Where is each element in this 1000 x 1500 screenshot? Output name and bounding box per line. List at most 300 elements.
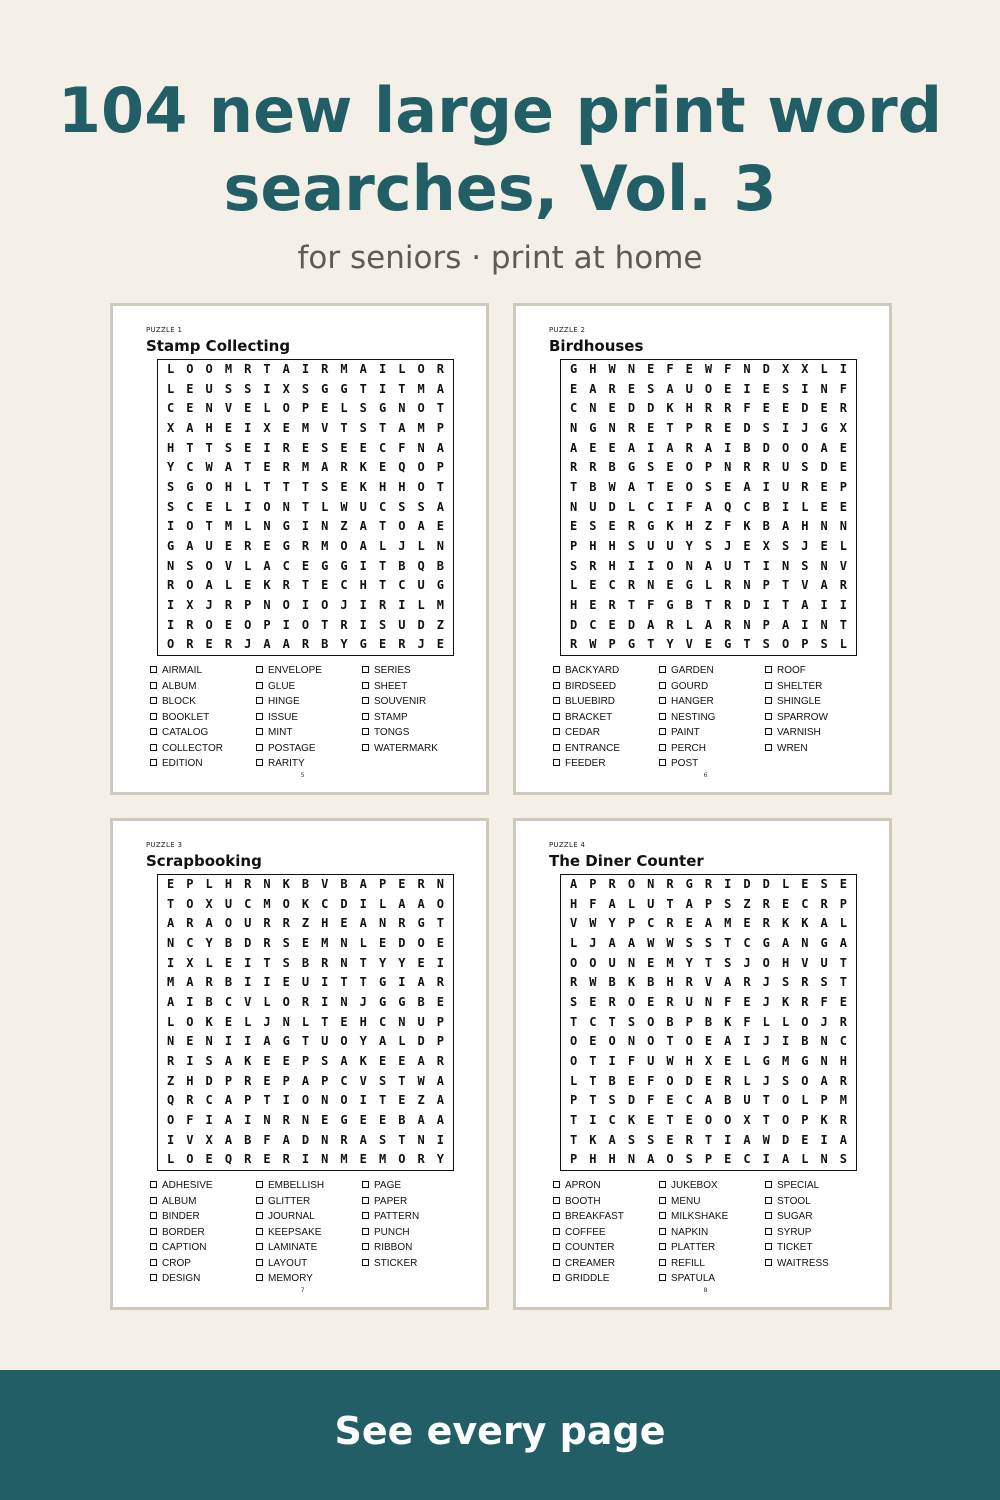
- grid-letter: K: [666, 519, 674, 534]
- grid-letter: S: [321, 1053, 329, 1068]
- checkbox-icon[interactable]: [256, 666, 263, 673]
- grid-letter: T: [398, 381, 406, 396]
- grid-letter: E: [839, 460, 847, 475]
- grid-letter: D: [781, 1132, 790, 1147]
- grid-letter: B: [301, 877, 310, 891]
- word-label: BREAKFAST: [565, 1211, 624, 1222]
- grid-letter: C: [205, 1093, 213, 1108]
- grid-letter: D: [627, 401, 636, 416]
- word-label: GLITTER: [268, 1195, 311, 1207]
- grid-letter: I: [666, 499, 674, 514]
- grid-letter: E: [839, 440, 847, 455]
- grid-letter: G: [282, 538, 290, 553]
- grid-letter: L: [301, 1014, 310, 1029]
- grid-letter: O: [666, 558, 674, 573]
- grid-letter: E: [801, 877, 809, 891]
- word-item: [150, 1225, 256, 1241]
- word-item: [553, 1178, 659, 1194]
- grid-letter: U: [224, 896, 233, 911]
- grid-letter: O: [666, 1152, 674, 1167]
- grid-letter: R: [186, 637, 194, 652]
- checkbox-icon[interactable]: [659, 1212, 666, 1219]
- grid-letter: T: [301, 479, 310, 494]
- grid-letter: D: [244, 935, 252, 950]
- grid-letter: N: [627, 362, 636, 376]
- checkbox-icon[interactable]: [553, 682, 560, 689]
- grid-letter: Z: [743, 896, 751, 911]
- checkbox-icon[interactable]: [362, 1197, 369, 1204]
- checkbox-icon[interactable]: [150, 1228, 157, 1235]
- grid-letter: T: [570, 479, 578, 494]
- checkbox-icon[interactable]: [765, 1259, 772, 1266]
- grid-letter: O: [398, 519, 406, 534]
- grid-letter: V: [704, 975, 713, 990]
- grid-letter: J: [398, 538, 406, 553]
- word-label: SHINGLE: [777, 696, 821, 707]
- grid-letter: C: [685, 1093, 693, 1108]
- checkbox-icon[interactable]: [256, 759, 263, 766]
- grid-letter: E: [378, 460, 387, 475]
- grid-letter: I: [186, 1053, 194, 1068]
- grid-letter: R: [743, 975, 751, 990]
- see-every-page-button[interactable]: See every page: [334, 1409, 666, 1453]
- checkbox-icon[interactable]: [659, 1197, 666, 1204]
- checkbox-icon[interactable]: [362, 682, 369, 689]
- checkbox-icon[interactable]: [362, 1212, 369, 1219]
- grid-letter: E: [743, 538, 751, 553]
- grid-letter: T: [340, 420, 348, 435]
- grid-letter: N: [743, 617, 751, 632]
- word-item: [659, 1209, 765, 1225]
- checkbox-icon[interactable]: [150, 759, 157, 766]
- grid-letter: U: [647, 1053, 655, 1068]
- grid-letter: F: [398, 440, 406, 455]
- checkbox-icon[interactable]: [150, 1197, 157, 1204]
- grid-letter: M: [666, 955, 674, 970]
- grid-letter: L: [417, 538, 425, 553]
- grid-letter: S: [570, 558, 578, 573]
- grid-letter: T: [570, 1112, 578, 1127]
- grid-letter: K: [282, 877, 290, 891]
- grid-letter: M: [781, 1053, 790, 1068]
- checkbox-icon[interactable]: [150, 666, 157, 673]
- grid-letter: E: [589, 597, 597, 612]
- checkbox-icon[interactable]: [553, 713, 560, 720]
- grid-letter: E: [589, 440, 597, 455]
- grid-letter: J: [762, 1073, 770, 1088]
- checkbox-icon[interactable]: [553, 1243, 560, 1250]
- grid-letter: A: [359, 877, 367, 891]
- checkbox-icon[interactable]: [256, 1274, 263, 1281]
- grid-letter: P: [301, 1053, 310, 1068]
- checkbox-icon[interactable]: [362, 1243, 369, 1250]
- word-item: [256, 1271, 362, 1287]
- grid-letter: C: [224, 994, 233, 1009]
- grid-letter: K: [244, 1053, 252, 1068]
- grid-letter: T: [781, 578, 790, 593]
- grid-letter: A: [781, 617, 790, 632]
- grid-letter: T: [282, 479, 290, 494]
- checkbox-icon[interactable]: [659, 759, 666, 766]
- grid-letter: P: [301, 401, 310, 416]
- checkbox-icon[interactable]: [150, 744, 157, 751]
- grid-letter: B: [704, 1014, 713, 1029]
- checkbox-icon[interactable]: [150, 728, 157, 735]
- grid-letter: L: [167, 362, 175, 376]
- checkbox-icon[interactable]: [256, 1259, 263, 1266]
- checkbox-icon[interactable]: [765, 1243, 772, 1250]
- checkbox-icon[interactable]: [362, 744, 369, 751]
- grid-letter: R: [224, 637, 233, 652]
- grid-letter: N: [321, 519, 329, 534]
- grid-letter: N: [820, 1053, 828, 1068]
- grid-letter: A: [704, 440, 713, 455]
- checkbox-icon[interactable]: [362, 1181, 369, 1188]
- grid-letter: N: [263, 597, 271, 612]
- grid-letter: T: [205, 519, 213, 534]
- checkbox-icon[interactable]: [256, 728, 263, 735]
- letter-grid: [560, 359, 857, 656]
- checkbox-icon[interactable]: [659, 713, 666, 720]
- grid-letter: O: [704, 381, 713, 396]
- grid-letter: E: [801, 1132, 809, 1147]
- grid-letter: E: [301, 440, 310, 455]
- checkbox-icon[interactable]: [659, 1243, 666, 1250]
- checkbox-icon[interactable]: [659, 1274, 666, 1281]
- checkbox-icon[interactable]: [256, 1181, 263, 1188]
- grid-letter: A: [224, 1112, 233, 1127]
- grid-letter: T: [570, 1014, 578, 1029]
- grid-letter: T: [704, 1132, 713, 1147]
- grid-letter: E: [167, 877, 175, 891]
- grid-letter: S: [282, 935, 290, 950]
- checkbox-icon[interactable]: [659, 1228, 666, 1235]
- word-label: MENU: [671, 1195, 701, 1207]
- grid-letter: S: [627, 1014, 636, 1029]
- grid-letter: S: [839, 1152, 847, 1167]
- word-item: [150, 679, 256, 695]
- grid-letter: G: [378, 994, 387, 1009]
- grid-letter: H: [167, 440, 175, 455]
- grid-letter: T: [762, 1093, 770, 1108]
- grid-letter: O: [321, 597, 329, 612]
- word-label: ALBUM: [162, 680, 197, 692]
- word-label: HINGE: [268, 696, 300, 707]
- checkbox-icon[interactable]: [362, 1259, 369, 1266]
- grid-letter: H: [321, 916, 329, 931]
- page-number: 5: [300, 772, 305, 779]
- checkbox-icon[interactable]: [659, 744, 666, 751]
- grid-letter: I: [359, 558, 367, 573]
- grid-letter: A: [321, 460, 329, 475]
- checkbox-icon[interactable]: [362, 666, 369, 673]
- checkbox-icon[interactable]: [765, 682, 772, 689]
- grid-letter: T: [398, 1073, 406, 1088]
- checkbox-icon[interactable]: [150, 1212, 157, 1219]
- grid-letter: A: [666, 440, 674, 455]
- checkbox-icon[interactable]: [362, 713, 369, 720]
- checkbox-icon[interactable]: [150, 697, 157, 704]
- word-label: REFILL: [671, 1257, 705, 1269]
- grid-letter: R: [263, 935, 271, 950]
- checkbox-icon[interactable]: [765, 713, 772, 720]
- word-label: SPARROW: [777, 711, 828, 723]
- grid-letter: E: [647, 994, 655, 1009]
- checkbox-icon[interactable]: [553, 1259, 560, 1266]
- grid-letter: G: [627, 637, 636, 652]
- grid-letter: Y: [340, 637, 348, 652]
- word-label: CROP: [162, 1257, 191, 1269]
- grid-letter: S: [781, 381, 790, 396]
- grid-letter: C: [378, 499, 387, 514]
- word-label: LAYOUT: [268, 1257, 308, 1269]
- footer-banner[interactable]: [0, 1370, 1000, 1500]
- checkbox-icon[interactable]: [362, 1228, 369, 1235]
- word-label: CAPTION: [162, 1242, 207, 1253]
- checkbox-icon[interactable]: [553, 728, 560, 735]
- grid-letter: V: [801, 955, 809, 970]
- checkbox-icon[interactable]: [765, 1228, 772, 1235]
- puzzle-sheet-4: [513, 818, 892, 1310]
- grid-letter: K: [359, 479, 367, 494]
- word-label: TONGS: [374, 727, 410, 738]
- grid-letter: R: [244, 1152, 252, 1167]
- grid-letter: C: [839, 1034, 847, 1049]
- grid-letter: Z: [436, 617, 444, 632]
- checkbox-icon[interactable]: [256, 1243, 263, 1250]
- grid-letter: C: [378, 1014, 387, 1029]
- checkbox-icon[interactable]: [659, 666, 666, 673]
- word-label: GARDEN: [671, 665, 714, 676]
- checkbox-icon[interactable]: [765, 1212, 772, 1219]
- checkbox-icon[interactable]: [553, 697, 560, 704]
- checkbox-icon[interactable]: [553, 744, 560, 751]
- grid-letter: O: [417, 401, 425, 416]
- checkbox-icon[interactable]: [256, 713, 263, 720]
- grid-letter: A: [224, 460, 233, 475]
- word-item: [362, 679, 468, 695]
- grid-letter: W: [589, 916, 597, 931]
- word-item: [150, 1240, 256, 1256]
- grid-letter: A: [263, 558, 271, 573]
- grid-letter: V: [685, 637, 693, 652]
- grid-letter: E: [398, 877, 406, 891]
- checkbox-icon[interactable]: [765, 1197, 772, 1204]
- grid-letter: E: [608, 401, 616, 416]
- grid-letter: G: [762, 1053, 770, 1068]
- grid-letter: P: [820, 1093, 828, 1108]
- checkbox-icon[interactable]: [765, 744, 772, 751]
- checkbox-icon[interactable]: [150, 713, 157, 720]
- grid-letter: T: [608, 1014, 616, 1029]
- grid-letter: E: [627, 381, 636, 396]
- grid-letter: N: [743, 578, 751, 593]
- grid-letter: S: [724, 955, 732, 970]
- checkbox-icon[interactable]: [553, 1197, 560, 1204]
- grid-letter: U: [417, 1014, 425, 1029]
- grid-letter: T: [263, 479, 271, 494]
- grid-letter: S: [167, 479, 175, 494]
- grid-letter: A: [627, 935, 636, 950]
- grid-letter: E: [743, 994, 751, 1009]
- grid-letter: I: [244, 1112, 252, 1127]
- checkbox-icon[interactable]: [256, 1197, 263, 1204]
- word-label: MINT: [268, 727, 293, 738]
- grid-letter: J: [801, 420, 809, 435]
- grid-letter: O: [340, 1093, 348, 1108]
- grid-letter: R: [282, 916, 290, 931]
- grid-letter: E: [724, 381, 732, 396]
- grid-letter: H: [570, 896, 578, 911]
- grid-letter: B: [436, 558, 444, 573]
- grid-letter: E: [321, 578, 329, 593]
- checkbox-icon[interactable]: [362, 697, 369, 704]
- grid-letter: L: [378, 896, 387, 911]
- grid-letter: A: [359, 916, 367, 931]
- checkbox-icon[interactable]: [659, 1181, 666, 1188]
- word-item: [765, 1225, 871, 1241]
- word-item: [362, 694, 468, 710]
- word-item: [362, 725, 468, 741]
- grid-letter: X: [743, 1112, 751, 1127]
- grid-letter: I: [762, 1152, 770, 1167]
- checkbox-icon[interactable]: [553, 759, 560, 766]
- grid-letter: G: [820, 935, 828, 950]
- grid-letter: G: [378, 401, 387, 416]
- grid-letter: O: [685, 1034, 693, 1049]
- grid-letter: J: [263, 1014, 271, 1029]
- grid-letter: I: [359, 896, 367, 911]
- grid-letter: Q: [224, 1152, 233, 1167]
- checkbox-icon[interactable]: [765, 697, 772, 704]
- checkbox-icon[interactable]: [765, 728, 772, 735]
- checkbox-icon[interactable]: [553, 1181, 560, 1188]
- checkbox-icon[interactable]: [553, 1212, 560, 1219]
- grid-letter: N: [647, 877, 655, 891]
- grid-letter: A: [359, 1132, 367, 1147]
- word-label: ENVELOPE: [268, 665, 322, 676]
- word-item: [553, 1240, 659, 1256]
- grid-letter: U: [820, 955, 828, 970]
- grid-letter: T: [301, 578, 310, 593]
- grid-letter: A: [704, 558, 713, 573]
- grid-letter: E: [608, 617, 616, 632]
- checkbox-icon[interactable]: [553, 1274, 560, 1281]
- checkbox-icon[interactable]: [150, 1259, 157, 1266]
- grid-letter: L: [244, 479, 252, 494]
- checkbox-icon[interactable]: [659, 728, 666, 735]
- checkbox-icon[interactable]: [553, 1228, 560, 1235]
- grid-letter: P: [282, 1073, 290, 1088]
- grid-letter: N: [340, 994, 348, 1009]
- word-item: [362, 1209, 468, 1225]
- grid-letter: I: [743, 381, 751, 396]
- grid-letter: A: [167, 916, 175, 931]
- grid-letter: X: [167, 420, 175, 435]
- grid-letter: K: [205, 1014, 213, 1029]
- checkbox-icon[interactable]: [256, 1212, 263, 1219]
- grid-letter: E: [839, 499, 847, 514]
- checkbox-icon[interactable]: [659, 682, 666, 689]
- word-item: [765, 694, 871, 710]
- checkbox-icon[interactable]: [256, 697, 263, 704]
- grid-letter: J: [743, 955, 751, 970]
- grid-letter: T: [263, 955, 271, 970]
- grid-letter: A: [743, 479, 751, 494]
- puzzle-sheet-2: [513, 303, 892, 795]
- grid-letter: N: [820, 1034, 828, 1049]
- puzzle-title: Scrapbooking: [146, 852, 262, 870]
- grid-letter: T: [762, 1112, 770, 1127]
- grid-letter: J: [762, 994, 770, 1009]
- checkbox-icon[interactable]: [150, 1274, 157, 1281]
- grid-letter: P: [627, 916, 636, 931]
- word-label: SYRUP: [777, 1226, 812, 1238]
- word-label: POSTAGE: [268, 742, 316, 754]
- checkbox-icon[interactable]: [553, 666, 560, 673]
- grid-letter: E: [224, 1014, 233, 1029]
- word-label: PERCH: [671, 742, 707, 754]
- checkbox-icon[interactable]: [659, 1259, 666, 1266]
- grid-letter: S: [282, 955, 290, 970]
- word-label: ISSUE: [268, 711, 299, 723]
- checkbox-icon[interactable]: [362, 728, 369, 735]
- grid-letter: T: [589, 1093, 597, 1108]
- word-item: [553, 1194, 659, 1210]
- checkbox-icon[interactable]: [150, 1181, 157, 1188]
- grid-letter: R: [704, 401, 713, 416]
- grid-letter: G: [762, 935, 770, 950]
- checkbox-icon[interactable]: [150, 682, 157, 689]
- word-label: PLATTER: [671, 1242, 716, 1253]
- grid-letter: G: [589, 420, 597, 435]
- grid-letter: O: [781, 440, 790, 455]
- grid-letter: I: [724, 1132, 732, 1147]
- checkbox-icon[interactable]: [256, 682, 263, 689]
- checkbox-icon[interactable]: [256, 744, 263, 751]
- word-item: [256, 756, 362, 772]
- grid-letter: H: [781, 955, 790, 970]
- grid-letter: Q: [167, 1093, 175, 1108]
- grid-letter: E: [608, 519, 616, 534]
- grid-letter: L: [244, 558, 252, 573]
- grid-letter: O: [186, 362, 194, 376]
- checkbox-icon[interactable]: [256, 1228, 263, 1235]
- grid-letter: R: [570, 637, 578, 652]
- grid-letter: D: [301, 1132, 310, 1147]
- grid-letter: A: [436, 440, 444, 455]
- grid-letter: R: [685, 440, 693, 455]
- grid-letter: G: [820, 420, 828, 435]
- grid-letter: Z: [340, 519, 348, 534]
- checkbox-icon[interactable]: [150, 1243, 157, 1250]
- word-item: [553, 1271, 659, 1287]
- grid-letter: O: [608, 1034, 616, 1049]
- checkbox-icon[interactable]: [659, 697, 666, 704]
- grid-letter: A: [436, 1073, 444, 1088]
- grid-letter: A: [224, 1093, 233, 1108]
- word-label: RARITY: [268, 758, 305, 769]
- grid-letter: O: [570, 1053, 578, 1068]
- checkbox-icon[interactable]: [765, 666, 772, 673]
- grid-letter: S: [301, 381, 310, 396]
- grid-letter: T: [340, 975, 348, 990]
- grid-letter: H: [378, 479, 387, 494]
- grid-letter: R: [186, 1093, 194, 1108]
- grid-letter: L: [627, 499, 636, 514]
- grid-letter: K: [666, 401, 674, 416]
- checkbox-icon[interactable]: [765, 1181, 772, 1188]
